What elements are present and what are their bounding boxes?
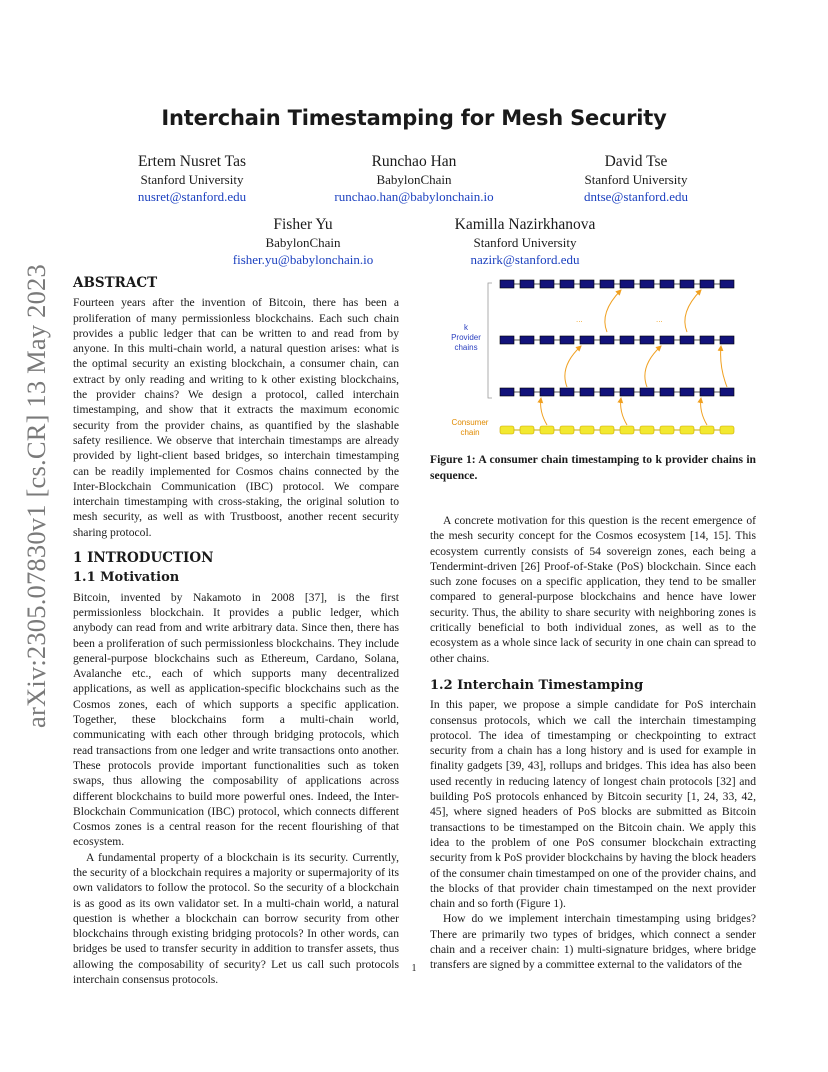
provider-block — [560, 336, 574, 344]
provider-block — [580, 388, 594, 396]
provider-block — [620, 388, 634, 396]
consumer-block — [680, 426, 694, 434]
paper-title: Interchain Timestamping for Mesh Security — [161, 106, 667, 130]
provider-chains-label: chains — [454, 343, 478, 352]
figure-caption-block — [430, 452, 756, 483]
author-affiliation: Stanford University — [140, 172, 244, 187]
consumer-block — [720, 426, 734, 434]
author-name: Kamilla Nazirkhanova — [454, 216, 596, 233]
provider-block — [600, 336, 614, 344]
author-affiliation: BabylonChain — [376, 172, 452, 187]
left-column — [73, 276, 399, 987]
timestamp-arrow — [701, 398, 707, 425]
provider-block — [680, 388, 694, 396]
provider-label: Provider — [451, 333, 481, 342]
provider-block — [600, 388, 614, 396]
provider-block — [720, 280, 734, 288]
figure-1-diagram — [430, 268, 756, 448]
provider-block — [680, 280, 694, 288]
provider-block — [520, 280, 534, 288]
provider-block — [620, 336, 634, 344]
provider-block — [700, 280, 714, 288]
timestamp-arrow — [721, 346, 727, 387]
author-affiliation: BabylonChain — [265, 235, 341, 250]
ellipsis-mark: ... — [656, 315, 663, 324]
timestamp-arrow — [621, 398, 627, 425]
consumer-block — [700, 426, 714, 434]
timestamp-arrow — [685, 290, 701, 332]
consumer-label: Consumer — [451, 418, 489, 427]
author-name: David Tse — [604, 153, 668, 170]
author-affiliation: Stanford University — [473, 235, 577, 250]
provider-block — [620, 280, 634, 288]
author-email[interactable]: dntse@stanford.edu — [583, 189, 689, 204]
provider-bracket — [488, 283, 492, 398]
author-email[interactable]: nusret@stanford.edu — [137, 189, 247, 204]
timestamp-arrow — [645, 346, 661, 387]
consumer-block — [620, 426, 634, 434]
figure-1-caption: Figure 1: A consumer chain timestamping to k provider chains in sequence. — [430, 453, 756, 482]
author-name: Ertem Nusret Tas — [138, 153, 246, 170]
timestamp-arrow — [605, 290, 621, 332]
subsection-heading-timestamping: 1.2 Interchain Timestamping — [430, 677, 644, 693]
author-name: Fisher Yu — [273, 216, 333, 233]
timestamp-arrow — [541, 398, 547, 425]
provider-block — [640, 336, 654, 344]
provider-block — [720, 388, 734, 396]
consumer-block — [500, 426, 514, 434]
provider-block — [700, 388, 714, 396]
consumer-chain-label: chain — [460, 428, 480, 437]
author-4 — [173, 215, 433, 268]
provider-block — [540, 336, 554, 344]
timestamp-arrow — [565, 346, 581, 387]
abstract-text: Fourteen years after the invention of Bitcoin, there has been a proliferation of many permissionless blockchains. Each such chain provides a public ledger that can be written to and read from by anyone. In this multi-chain world, a natural question arises: what is the optimal security an existing blockchain, a consumer chain, can extract by only reading and writing to k other existing blockchains, the provider chains? We design a protocol, called interchain timestamping, and show that it extracts the maximum economic security from the provider chains, as quantified by the slashable safety resilience. We observe that interchain timestamps are already provided by light-client based bridges, so interchain timestamping can be readily implemented for Cosmos chains connected by the Inter-Blockchain Communication (IBC) protocol. We compare interchain timestamping with cross-staking, the original solution to mesh security, as well as with Trustboost, another recent security sharing protocol. — [73, 296, 399, 539]
consumer-block — [660, 426, 674, 434]
arxiv-identifier: arXiv:2305.07830v1 [cs.CR] 13 May 2023 — [21, 264, 51, 728]
abstract-heading: ABSTRACT — [73, 275, 158, 291]
provider-block — [580, 336, 594, 344]
timestamping-paragraph-2: How do we implement interchain timestamping using bridges? There are primarily two types of bridges, which connect a sender chain and a receiver chain: 1) multi-signature bridges, where bridge transfers are signed by a committee external to the validators of the — [430, 912, 756, 972]
provider-block — [580, 280, 594, 288]
author-email[interactable]: runchao.han@babylonchain.io — [334, 189, 494, 204]
author-name: Runchao Han — [371, 153, 457, 170]
page-number: 1 — [411, 963, 417, 974]
provider-block — [600, 280, 614, 288]
figure-1 — [430, 268, 756, 448]
provider-block — [500, 280, 514, 288]
motivation-paragraph-2: A fundamental property of a blockchain is its security. Currently, the security of a blockchain requires a majority or supermajority of its own validators to follow the protocol. So the security of a blockchain is as good as its own validator set. In a multi-chain world, a natural question is whether a blockchain can borrow security from other blockchains through existing bridging protocols? In other words, can bridges be used to transfer security in addition to transfer assets, thus allowing the composability of security? Let us call such protocols interchain consensus protocols. — [73, 850, 399, 987]
section-heading-introduction: 1 INTRODUCTION — [73, 550, 214, 567]
ellipsis-mark: ... — [576, 315, 583, 324]
consumer-block — [520, 426, 534, 434]
provider-block — [640, 388, 654, 396]
author-3 — [506, 152, 766, 205]
author-email[interactable]: nazirk@stanford.edu — [470, 252, 580, 267]
provider-block — [660, 388, 674, 396]
consumer-block — [640, 426, 654, 434]
provider-block — [660, 336, 674, 344]
provider-block — [560, 388, 574, 396]
provider-block — [540, 388, 554, 396]
provider-block — [680, 336, 694, 344]
provider-block — [660, 280, 674, 288]
right-paragraph-1: A concrete motivation for this question is the recent emergence of the mesh security concept for the Cosmos ecosystem [14, 15]. This ecosystem currently consists of 54 sovereign zones, each being a Tendermint-driven [26] Proof-of-Stake (PoS) blockchain. Since each such zone focuses on a specific application, they tend to be smaller compared to general-purpose blockchains and hence have lower security. Thus, the ability to share security with neighboring zones is critically beneficial to both individual zones, as well as to the ecosystem as a whole since lack of security in one chain can spread to other chains. — [430, 514, 756, 665]
consumer-block — [580, 426, 594, 434]
author-2 — [284, 152, 544, 205]
consumer-block — [560, 426, 574, 434]
author-affiliation: Stanford University — [584, 172, 688, 187]
author-email[interactable]: fisher.yu@babylonchain.io — [232, 252, 374, 267]
provider-block — [700, 336, 714, 344]
provider-block — [540, 280, 554, 288]
author-5 — [395, 215, 655, 268]
provider-block — [500, 388, 514, 396]
provider-block — [720, 336, 734, 344]
provider-block — [500, 336, 514, 344]
provider-block — [520, 388, 534, 396]
timestamping-paragraph-1: In this paper, we propose a simple candidate for PoS interchain consensus protocols, which we call the interchain timestamping protocol. The idea of timestamping or checkpointing to extract security from a chain has a long history and is used for example in finality gadgets [39, 43], rollups and bridges. This idea has also been used recently in reducing latency of longest chain protocols [32] and building PoS protocols enhanced by Bitcoin security [1, 24, 33, 42, 45], where signed headers of PoS blocks are submitted as Bitcoin transactions to be timestamped on the Bitcoin chain. We apply this idea to the problem of one PoS consumer blockchain extracting security from k PoS provider blockchains by having the block headers of the consumer chain timestamped on one of the provider chains, and the blocks of that provider chain timestamped on the next provider chain and so forth (Figure 1). — [430, 698, 756, 911]
consumer-block — [600, 426, 614, 434]
provider-block — [560, 280, 574, 288]
subsection-heading-motivation: 1.1 Motivation — [73, 570, 180, 586]
consumer-block — [540, 426, 554, 434]
provider-block — [640, 280, 654, 288]
right-column — [430, 513, 756, 973]
provider-k-label: k — [464, 323, 468, 332]
author-1 — [62, 152, 322, 205]
provider-block — [520, 336, 534, 344]
motivation-paragraph-1: Bitcoin, invented by Nakamoto in 2008 [37], is the first permissionless blockchain. It provides a public ledger, which anybody can read from and write arbitrary data. Since then, there has been a proliferation of such permissionless blockchains. They include general-purpose blockchains such as Ethereum, Cardano, Solana, Avalanche etc., each of which supports many decentralized applications, as well as application-specific blockchains such as the Cosmos zones, each of which supports a specific application. Together, these blockchains form a multi-chain world, communicating with each other through bridging protocols, which read transactions from one ledger and write transactions onto another. These protocols provide important functionalities such as token swaps, thus allowing the composability of applications across different blockchains to build more powerful ones. Indeed, the Inter-Blockchain Communication (IBC) protocol, which connects different Cosmos zones is a central reason for the recent flourishing of that ecosystem. — [73, 590, 399, 849]
